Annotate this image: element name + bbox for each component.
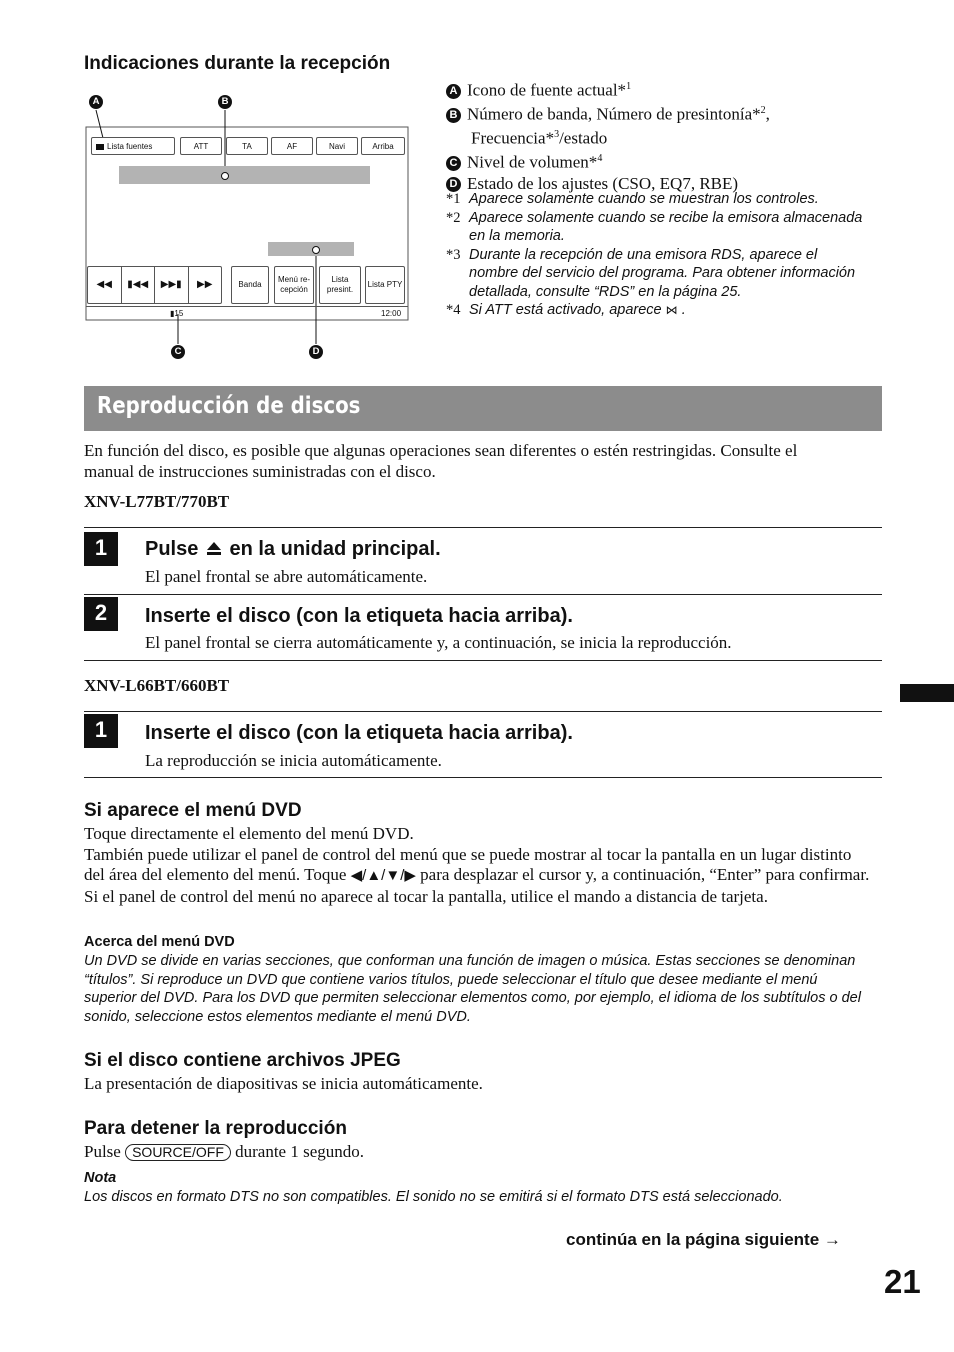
footnote-2 <box>446 209 866 246</box>
section-tab <box>900 684 954 702</box>
rewind-icon[interactable]: ◀◀ <box>88 267 122 303</box>
legend-letter: A <box>446 84 461 99</box>
jpeg-heading: Si el disco contiene archivos JPEG <box>84 1050 401 1071</box>
legend-letter: B <box>446 108 461 123</box>
rule <box>84 660 882 661</box>
continue-text: continúa en la página siguiente → <box>566 1230 841 1249</box>
legend-sup: 2 <box>760 105 766 117</box>
legend-text: /estado <box>559 128 608 148</box>
next-icon[interactable]: ▶▶▮ <box>155 267 189 303</box>
dvd-menu-p2 <box>84 845 874 887</box>
rule <box>84 777 882 778</box>
rule <box>84 527 882 528</box>
af-button[interactable]: AF <box>271 137 313 155</box>
jpeg-text: La presentación de diapositivas se inicia automáticamente. <box>84 1074 483 1093</box>
legend-text: Frecuencia* <box>471 128 555 148</box>
footnotes <box>446 190 866 320</box>
arrow-keys-icon: ◀/▲/▼/▶ <box>350 867 416 884</box>
footnote-1 <box>446 190 866 209</box>
previous-icon[interactable]: ▮◀◀ <box>122 267 156 303</box>
source-icon <box>96 144 104 150</box>
eject-icon-glyph <box>206 540 222 556</box>
legend-sup: 4 <box>597 153 603 165</box>
step-number: 1 <box>84 714 118 748</box>
step-title: Inserte el disco (con la etiqueta hacia arriba). <box>145 605 573 627</box>
dvd-menu-heading: Si aparece el menú DVD <box>84 800 302 821</box>
legend-item-a <box>446 77 866 101</box>
legend-sup: 1 <box>626 81 632 92</box>
step-description: El panel frontal se abre automáticamente. <box>145 567 428 586</box>
callout-c: C <box>171 345 185 359</box>
footnote-text: Aparece solamente cuando se recibe la emisora almacenada en la memoria. <box>469 209 863 244</box>
legend-letter: C <box>446 156 461 171</box>
footnote-text: Durante la recepción de una emisora RDS, aparece el nombre del servicio del programa. Para obtener información detallada, consulte “RDS” en la página 25. <box>469 246 856 300</box>
legend-text: Estado de los ajustes (CSO, EQ7, RBE) <box>467 173 739 193</box>
legend-text: Número de banda, Número de presintonía* <box>467 104 761 124</box>
callout-lines <box>84 92 414 362</box>
step-title: Inserte el disco (con la etiqueta hacia arriba). <box>145 722 573 744</box>
step-description: El panel frontal se cierra automáticamente y, a continuación, se inicia la reproducción. <box>145 633 732 652</box>
callout-d: D <box>309 345 323 359</box>
banda-button[interactable]: Banda <box>231 266 269 304</box>
footnote-mark: *1 <box>446 191 461 207</box>
navi-button[interactable]: Navi <box>316 137 358 155</box>
legend-item-c <box>446 149 866 173</box>
page-number: 21 <box>884 1263 921 1300</box>
transport-controls <box>87 266 222 304</box>
reception-heading: Indicaciones durante la recepción <box>84 53 391 74</box>
step-title-pre: Pulse <box>145 538 204 560</box>
callout-a: A <box>89 95 103 109</box>
note-label: Nota <box>84 1170 117 1186</box>
footnote-text: Aparece solamente cuando se muestran los controles. <box>469 191 819 207</box>
callout-dot-d <box>312 246 320 254</box>
list-sources-button[interactable] <box>91 137 175 155</box>
callout-b: B <box>218 95 232 109</box>
step-number: 1 <box>84 532 118 566</box>
about-dvd-heading: Acerca del menú DVD <box>84 934 235 950</box>
source-off-key: SOURCE/OFF <box>125 1144 231 1161</box>
footnote-mark: *2 <box>446 209 461 226</box>
band-frequency-bar <box>119 166 370 184</box>
dvd-menu-p3: Si el panel de control del menú no aparece al tocar la pantalla, utilice el mando a distancia de tarjeta. <box>84 886 768 906</box>
section-banner <box>84 386 882 431</box>
stop-post: durante 1 segundo. <box>235 1142 365 1161</box>
stop-pre: Pulse <box>84 1142 121 1161</box>
footnote-text: Si ATT está activado, aparece <box>469 302 662 318</box>
clock: 12:00 <box>381 309 402 318</box>
legend-text: Nivel de volumen* <box>467 153 598 173</box>
dvd-menu-body <box>84 824 874 907</box>
dvd-menu-p2b: para desplazar el cursor y, a continuación, “Enter” para confirmar. <box>415 865 870 884</box>
att-icon: ⋈ <box>665 303 678 317</box>
eject-icon <box>206 539 222 555</box>
settings-status-bar <box>268 242 354 256</box>
legend-item-b-cont <box>446 125 866 149</box>
intro-text: En función del disco, es posible que algunas operaciones sean diferentes o estén restringidas. Consulte el manual de instrucciones suministradas con el disco. <box>84 441 798 481</box>
dvd-menu-p1: Toque directamente el elemento del menú DVD. <box>84 824 414 843</box>
legend-text: , <box>765 104 770 124</box>
step-description: La reproducción se inicia automáticamente. <box>145 751 442 770</box>
model-heading-1: XNV-L77BT/770BT <box>84 492 230 511</box>
dvd-menu-p2a: También puede utilizar el panel de control del menú que se puede mostrar al tocar la pantalla en un lugar distinto del área del elemento del menú. Toque <box>84 844 852 884</box>
note-text: Los discos en formato DTS no son compatibles. El sonido no se emitirá si el formato DTS está seleccionado. <box>84 1189 783 1205</box>
footnote-suffix: . <box>681 302 686 318</box>
att-button[interactable]: ATT <box>180 137 222 155</box>
stop-text <box>84 1142 364 1163</box>
lista-pty-button[interactable]: Lista PTY <box>365 266 405 304</box>
fast-forward-icon[interactable]: ▶▶ <box>197 279 213 290</box>
step-title <box>145 538 441 561</box>
menu-recepcion-button[interactable]: Menú re-cepción <box>274 266 314 304</box>
screen-status-bar <box>86 306 408 321</box>
rule <box>84 594 882 595</box>
stop-heading: Para detener la reproducción <box>84 1118 347 1139</box>
legend <box>446 77 866 194</box>
callout-dot-b <box>221 172 229 180</box>
legend-item-b <box>446 101 866 125</box>
legend-sup: 3 <box>554 129 560 141</box>
footnote-mark: *3 <box>446 246 461 263</box>
ta-button[interactable]: TA <box>226 137 268 155</box>
arriba-button[interactable]: Arriba <box>361 137 405 155</box>
volume-level: ▮15 <box>170 309 184 318</box>
footnote-3 <box>446 246 866 302</box>
legend-letter: D <box>446 177 461 192</box>
about-dvd-text: Un DVD se divide en varias secciones, que conforman una función de imagen o música. Estas secciones se denominan “títulos”. Si reproduce un DVD que contiene varios títulos, puede seleccionar el título que desee mediante el menú superior del DVD. Para los DVD que permiten seleccionar elementos como, por ejemplo, el idioma de los subtítulos o del sonido, seleccione estos elementos mediante el menú DVD. <box>84 953 861 1025</box>
footnote-4 <box>446 301 866 320</box>
step-number: 2 <box>84 597 118 631</box>
volume-value: 15 <box>174 309 184 318</box>
section-title: Reproducción de discos <box>97 393 361 419</box>
step-title-post: en la unidad principal. <box>223 538 441 560</box>
reception-screen-diagram <box>84 92 414 362</box>
list-sources-label: Lista fuentes <box>107 142 153 151</box>
legend-text: Icono de fuente actual* <box>467 80 627 100</box>
model-heading-2: XNV-L66BT/660BT <box>84 676 230 695</box>
footnote-mark: *4 <box>446 302 461 318</box>
rule <box>84 711 882 712</box>
lista-presint-button[interactable]: Lista presint. <box>319 266 361 304</box>
